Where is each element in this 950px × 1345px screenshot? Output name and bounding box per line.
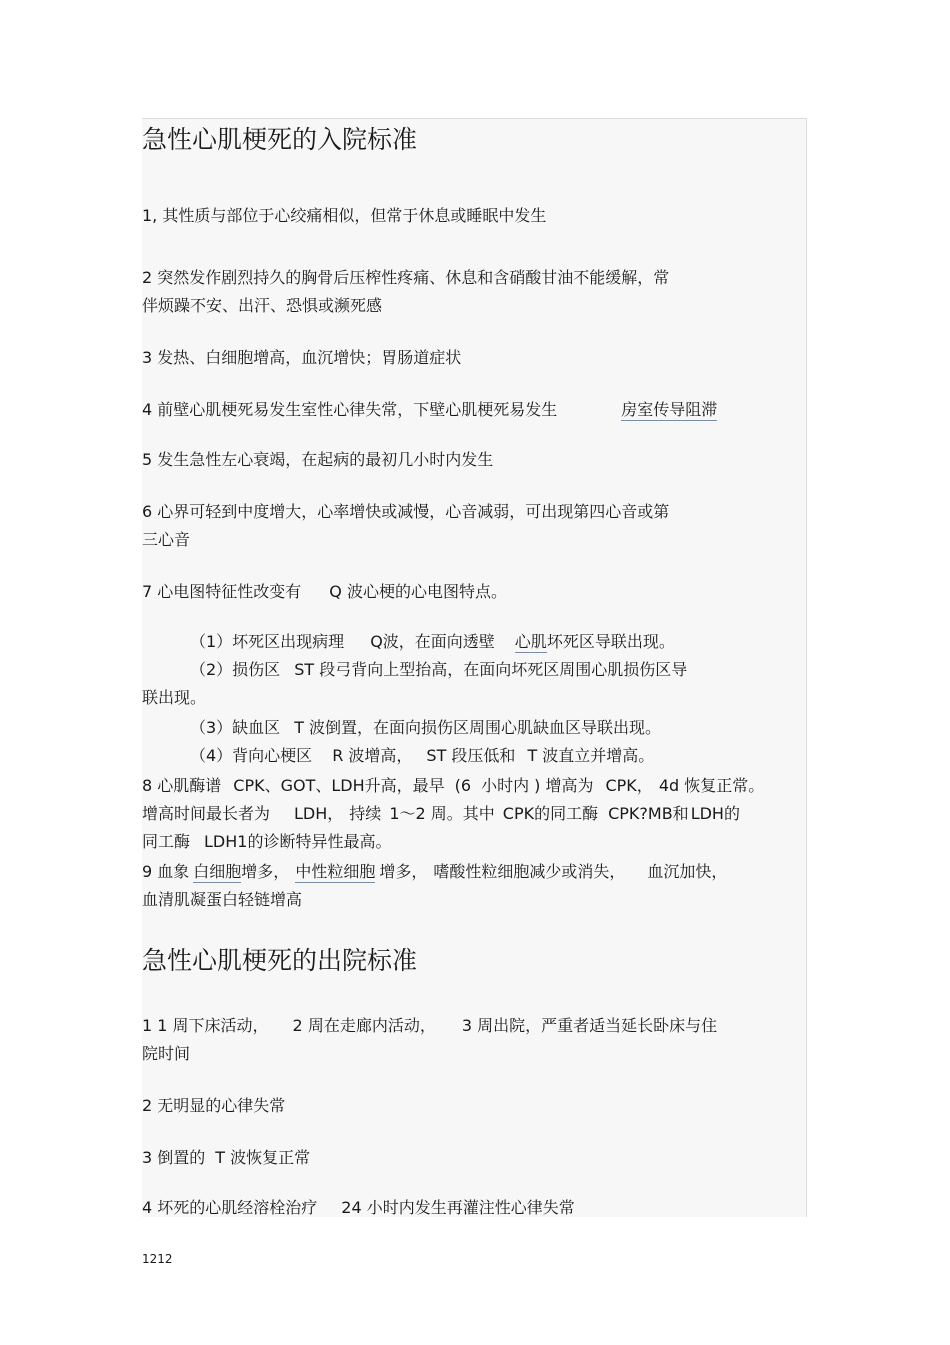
item-9-text-g: 血沉加快，: [647, 862, 728, 881]
discharge-3-text-b: T 波恢复正常: [215, 1148, 311, 1167]
item-8-l2-d: 1～2 周。其中: [389, 804, 495, 823]
item-4-text: 4 前壁心肌梗死易发生室性心律失常，下壁心肌梗死易发生: [142, 400, 558, 419]
admission-item-7: [142, 582, 507, 602]
item-8-l1-e: CPK，: [605, 776, 653, 795]
ecg-feature-2-line-2: 联出现。: [142, 688, 207, 707]
item-8-l2-b: LDH，: [294, 804, 344, 823]
discharge-item-1-line-2: 院时间: [142, 1044, 191, 1063]
admission-item-8-line-2: [142, 804, 740, 824]
item-7-text-a: 7 心电图特征性改变有: [142, 582, 302, 601]
ecg-2-text-b: ST 段弓背向上型抬高，在面向坏死区周围心肌损伤区导: [294, 660, 688, 679]
item-8-l2-f: CPK?MB和: [608, 804, 689, 823]
ecg-4-text-a: （4）背向心梗区: [190, 746, 313, 765]
discharge-item-1-line-1: [142, 1016, 717, 1036]
ecg-1-text-a: （1）坏死区出现病理: [190, 632, 345, 651]
admission-item-1: 1, 其性质与部位于心绞痛相似，但常于休息或睡眠中发生: [142, 206, 547, 225]
discharge-1-text-a: 1 1 周下床活动，: [142, 1016, 269, 1035]
item-8-l1-c: (6: [454, 776, 472, 795]
white-cell-underlined-term: 白细胞: [193, 862, 242, 881]
ecg-2-text-a: （2）损伤区: [190, 660, 281, 679]
item-8-l2-e: CPK的同工酶: [502, 804, 599, 823]
item-8-l2-a: 增高时间最长者为: [142, 804, 271, 823]
ecg-1-text-b: Q波，在面向透壁: [370, 632, 495, 651]
admission-title: 急性心肌梗死的入院标准: [142, 125, 418, 154]
admission-item-8-line-3: [142, 832, 391, 852]
item-9-text-e: 增多，: [379, 862, 428, 881]
item-8-l1-f: 4d 恢复正常。: [658, 776, 765, 795]
admission-item-9-line-1: [142, 862, 727, 882]
item-7-text-b: Q 波心梗的心电图特点。: [329, 582, 507, 601]
item-8-l3-b: LDH1的诊断特异性最高。: [204, 832, 392, 851]
admission-item-2-line-2: 伴烦躁不安、出汗、恐惧或濒死感: [142, 296, 383, 315]
discharge-1-text-c: 3 周出院，严重者适当延长卧床与住: [461, 1016, 718, 1035]
discharge-item-2: 2 无明显的心律失常: [142, 1096, 286, 1115]
discharge-item-3: [142, 1148, 310, 1168]
item-8-l3-a: 同工酶: [142, 832, 191, 851]
admission-item-6-line-1: 6 心界可轻到中度增大，心率增快或减慢，心音减弱，可出现第四心音或第: [142, 502, 670, 521]
discharge-4-text-a: 4 坏死的心肌经溶栓治疗: [142, 1198, 318, 1217]
neutrophil-underlined-term: 中性粒细胞: [295, 862, 376, 881]
av-block-underlined-term: 房室传导阻滞: [621, 400, 718, 419]
discharge-3-text-a: 3 倒置的: [142, 1148, 206, 1167]
ecg-feature-2: [190, 660, 687, 680]
item-9-text-f: 嗜酸性粒细胞减少或消失，: [433, 862, 626, 881]
myocardium-underlined-term: 心肌: [514, 632, 547, 651]
ecg-feature-1: [190, 632, 675, 652]
ecg-feature-4: [190, 746, 654, 766]
discharge-item-4: [142, 1198, 575, 1218]
ecg-4-text-c: ST 段压低和: [426, 746, 516, 765]
discharge-title: 急性心肌梗死的出院标准: [142, 946, 418, 975]
admission-item-6-line-2: 三心音: [142, 530, 191, 549]
admission-item-2-line-1: 2 突然发作剧烈持久的胸骨后压榨性疼痛、休息和含硝酸甘油不能缓解，常: [142, 268, 670, 287]
item-8-l2-g: LDH的: [690, 804, 740, 823]
ecg-3-text-b: T 波倒置，在面向损伤区周围心肌缺血区导联出现。: [294, 718, 662, 737]
admission-item-4: [142, 400, 717, 420]
item-8-l1-d: 小时内 ) 增高为: [481, 776, 594, 795]
admission-item-3: 3 发热、白细胞增高，血沉增快；胃肠道症状: [142, 348, 462, 367]
ecg-feature-3: [190, 718, 661, 738]
ecg-3-text-a: （3）缺血区: [190, 718, 281, 737]
item-8-l1-a: 8 心肌酶谱: [142, 776, 222, 795]
item-8-l2-c: 持续: [349, 804, 382, 823]
discharge-4-text-b: 24 小时内发生再灌注性心律失常: [341, 1198, 575, 1217]
discharge-1-text-b: 2 周在走廊内活动，: [292, 1016, 436, 1035]
item-9-text-a: 9 血象: [142, 862, 190, 881]
ecg-4-text-b: R 波增高，: [332, 746, 413, 765]
ecg-1-text-d: 坏死区导联出现。: [546, 632, 675, 651]
admission-item-9-line-2: 血清肌凝蛋白轻链增高: [142, 890, 303, 909]
ecg-4-text-d: T 波直立并增高。: [527, 746, 655, 765]
page-number: 1212: [142, 1252, 173, 1266]
admission-item-5: 5 发生急性左心衰竭，在起病的最初几小时内发生: [142, 450, 494, 469]
item-8-l1-b: CPK、GOT、LDH升高，最早: [233, 776, 445, 795]
item-9-text-c: 增多，: [241, 862, 290, 881]
admission-item-8-line-1: [142, 776, 764, 796]
